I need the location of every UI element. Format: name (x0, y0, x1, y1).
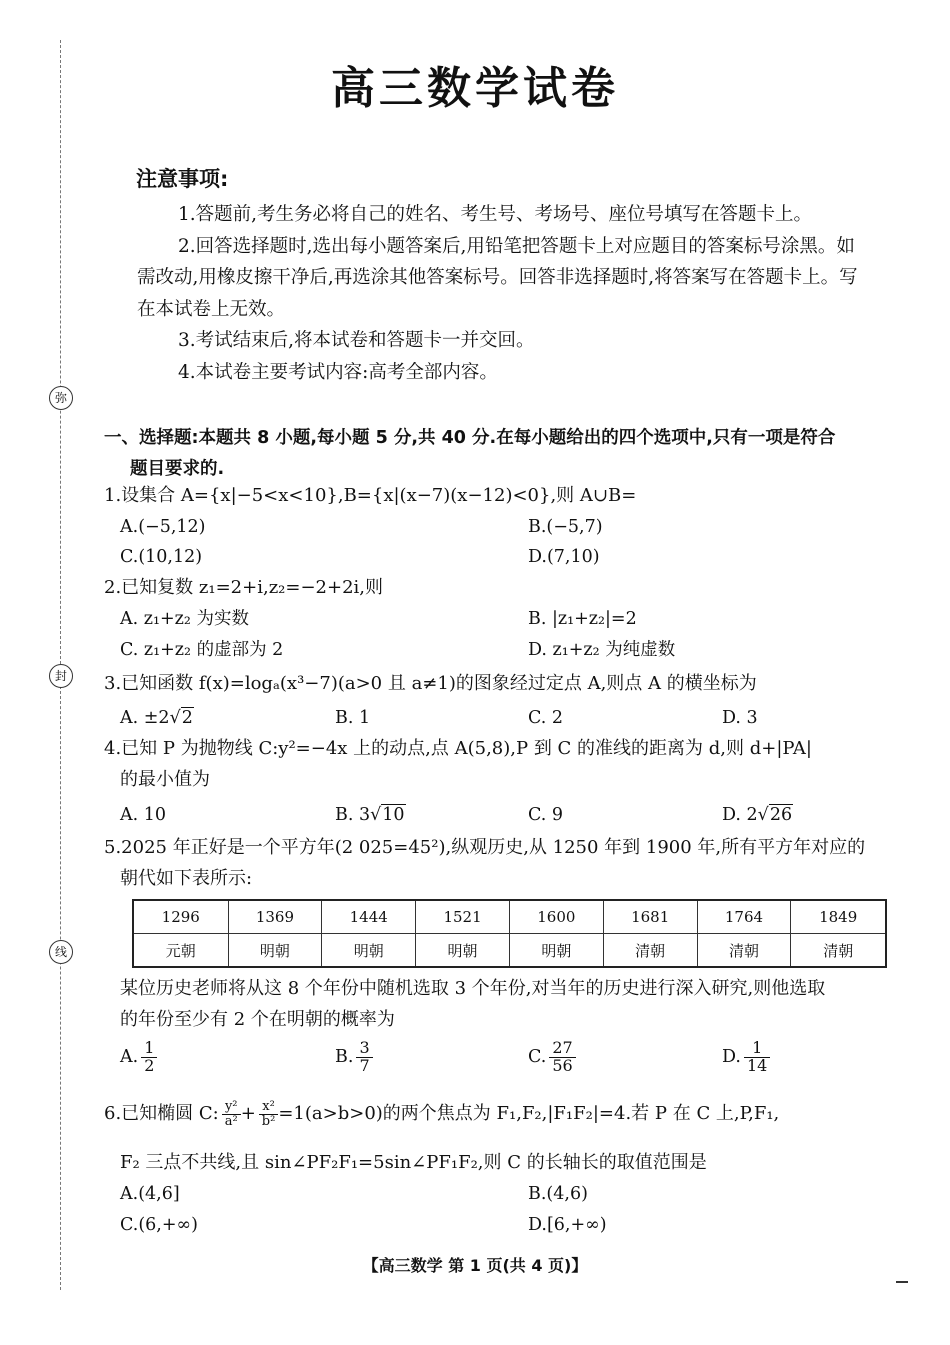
q1-option-b: B.(−5,7) (528, 517, 603, 537)
q5-option-d (722, 1040, 770, 1075)
q6-plus: + (240, 1103, 256, 1125)
fraction-denominator: 2 (144, 1055, 155, 1075)
table-row-years (133, 900, 886, 934)
q5-option-a-fraction (141, 1040, 157, 1075)
q5-option-b-label: B. (335, 1046, 354, 1067)
q6-stem-line2: F₂ 三点不共线,且 sin∠PF₂F₁=5sin∠PF₁F₂,则 C 的长轴长的取值范围是 (120, 1152, 707, 1173)
q3-option-a-radicand: 2 (181, 708, 193, 728)
table-cell-year: 1764 (697, 900, 791, 934)
table-cell-year: 1681 (603, 900, 697, 934)
q6-option-d: D.[6,+∞) (528, 1215, 607, 1235)
q6-stem-pre: 6.已知椭圆 C: (104, 1103, 219, 1125)
q5-option-d-label: D. (722, 1046, 741, 1067)
table-cell-year: 1444 (322, 900, 416, 934)
table-cell-dynasty: 明朝 (322, 934, 416, 968)
q1-option-d: D.(7,10) (528, 547, 600, 567)
q5-stem-line3: 某位历史老师将从这 8 个年份中随机选取 3 个年份,对当年的历史进行深入研究,则他选取 (120, 978, 826, 999)
seal-char-mi: 弥 (49, 386, 73, 410)
q2-option-c: C. z₁+z₂ 的虚部为 2 (120, 640, 284, 660)
q2-option-a: A. z₁+z₂ 为实数 (120, 609, 249, 629)
notice-item: 1.答题前,考生务必将自己的姓名、考生号、考场号、座位号填写在答题卡上。 (178, 204, 813, 225)
fraction-numerator: 3 (356, 1040, 372, 1058)
table-cell-year: 1849 (791, 900, 886, 934)
q1-stem: 1.设集合 A={x|−5<x<10},B={x|(x−7)(x−12)<0},则 A∪B= (104, 485, 637, 506)
table-cell-year: 1296 (133, 900, 228, 934)
q1-option-a: A.(−5,12) (120, 517, 206, 537)
q3-option-d: D. 3 (722, 708, 758, 728)
q4-option-d-radicand: 26 (769, 805, 793, 825)
fraction-numerator: 1 (744, 1040, 770, 1058)
seal-char-feng: 封 (49, 664, 73, 688)
q5-stem-line4: 的年份至少有 2 个在明朝的概率为 (120, 1009, 395, 1030)
page-footer: 【高三数学 第 1 页(共 4 页)】 (362, 1256, 588, 1275)
page-title: 高三数学试卷 (331, 63, 619, 114)
q6-stem-line1 (104, 1100, 779, 1128)
fraction-denominator: a² (224, 1113, 238, 1129)
q3-stem: 3.已知函数 f(x)=logₐ(x³−7)(a>0 且 a≠1)的图象经过定点 A,则点 A 的横坐标为 (104, 673, 757, 694)
q6-option-b: B.(4,6) (528, 1184, 588, 1204)
q4-option-d-text: D. 2 (722, 805, 758, 825)
fraction-denominator: 56 (552, 1055, 573, 1075)
q3-option-c: C. 2 (528, 708, 564, 728)
table-cell-year: 1369 (228, 900, 322, 934)
q2-option-b: B. |z₁+z₂|=2 (528, 609, 637, 629)
table-cell-dynasty: 元朝 (133, 934, 228, 968)
dynasty-table (132, 899, 887, 968)
q6-fraction-y (222, 1100, 241, 1128)
scan-mark (896, 1281, 908, 1283)
fraction-denominator: 7 (359, 1055, 370, 1075)
table-cell-dynasty: 明朝 (509, 934, 603, 968)
q3-option-b: B. 1 (335, 708, 371, 728)
fraction-numerator: y² (222, 1100, 241, 1115)
q6-fraction-x (259, 1100, 279, 1128)
table-cell-dynasty: 明朝 (228, 934, 322, 968)
q4-stem-line1: 4.已知 P 为抛物线 C:y²=−4x 上的动点,点 A(5,8),P 到 C 的准线的距离为 d,则 d+|PA| (104, 738, 812, 759)
notice-item: 4.本试卷主要考试内容:高考全部内容。 (178, 361, 498, 383)
table-cell-dynasty: 清朝 (603, 934, 697, 968)
table-cell-year: 1600 (509, 900, 603, 934)
notice-heading: 注意事项: (136, 167, 229, 191)
q6-option-a: A.(4,6] (120, 1184, 180, 1204)
q4-option-c: C. 9 (528, 805, 564, 825)
q1-option-c: C.(10,12) (120, 547, 203, 567)
table-cell-year: 1521 (416, 900, 510, 934)
fraction-denominator: b² (261, 1113, 276, 1129)
q5-option-a (120, 1040, 157, 1075)
fraction-denominator: 14 (746, 1055, 768, 1075)
q3-option-a: A. ±2√2 (120, 708, 193, 728)
q2-option-d: D. z₁+z₂ 为纯虚数 (528, 640, 676, 660)
seal-char-xian: 线 (49, 940, 73, 964)
q2-stem: 2.已知复数 z₁=2+i,z₂=−2+2i,则 (104, 577, 384, 598)
notice-block (137, 199, 867, 388)
table-cell-dynasty: 明朝 (416, 934, 510, 968)
q4-option-b: B. 3√10 (335, 805, 405, 825)
q3-option-a-text: A. ±2 (120, 708, 170, 728)
q4-option-b-text: B. 3 (335, 805, 371, 825)
q5-option-a-label: A. (120, 1046, 139, 1067)
q6-option-c: C.(6,+∞) (120, 1215, 198, 1235)
q4-option-a: A. 10 (120, 805, 167, 825)
q5-option-c-fraction (549, 1040, 575, 1075)
q5-option-b-fraction (356, 1040, 372, 1075)
q4-option-d: D. 2√26 (722, 805, 793, 825)
q5-option-d-fraction (744, 1040, 770, 1075)
q4-stem-line2: 的最小值为 (120, 769, 210, 790)
q5-option-c (528, 1040, 576, 1075)
q5-stem-line1: 5.2025 年正好是一个平方年(2 025=45²),纵观历史,从 1250 年到 1900 年,所有平方年对应的 (104, 837, 866, 858)
notice-item: 3.考试结束后,将本试卷和答题卡一并交回。 (178, 330, 535, 351)
fraction-numerator: 27 (549, 1040, 575, 1058)
q5-stem-line2: 朝代如下表所示: (120, 868, 253, 889)
fraction-numerator: 1 (141, 1040, 157, 1058)
table-row-dynasties (133, 934, 886, 968)
section-heading-line2: 题目要求的. (130, 459, 225, 479)
q6-stem-post: =1(a>b>0)的两个焦点为 F₁,F₂,|F₁F₂|=4.若 P 在 C 上,P,F₁, (278, 1103, 780, 1125)
q5-option-c-label: C. (528, 1046, 547, 1067)
table-cell-dynasty: 清朝 (697, 934, 791, 968)
q4-option-b-radicand: 10 (382, 805, 405, 825)
fraction-numerator: x² (259, 1100, 279, 1115)
q5-option-b (335, 1040, 373, 1075)
table-cell-dynasty: 清朝 (791, 934, 886, 968)
notice-item: 2.回答选择题时,选出每小题答案后,用铅笔把答题卡上对应题目的答案标号涂黑。如需改动,用橡皮擦干净后,再选涂其他答案标号。回答非选择题时,将答案写在答题卡上。写在本试卷上无效。 (137, 235, 858, 320)
section-heading-line1: 一、选择题:本题共 8 小题,每小题 5 分,共 40 分.在每小题给出的四个选项中,只有一项是符合 (104, 428, 836, 448)
section-heading (104, 423, 904, 485)
